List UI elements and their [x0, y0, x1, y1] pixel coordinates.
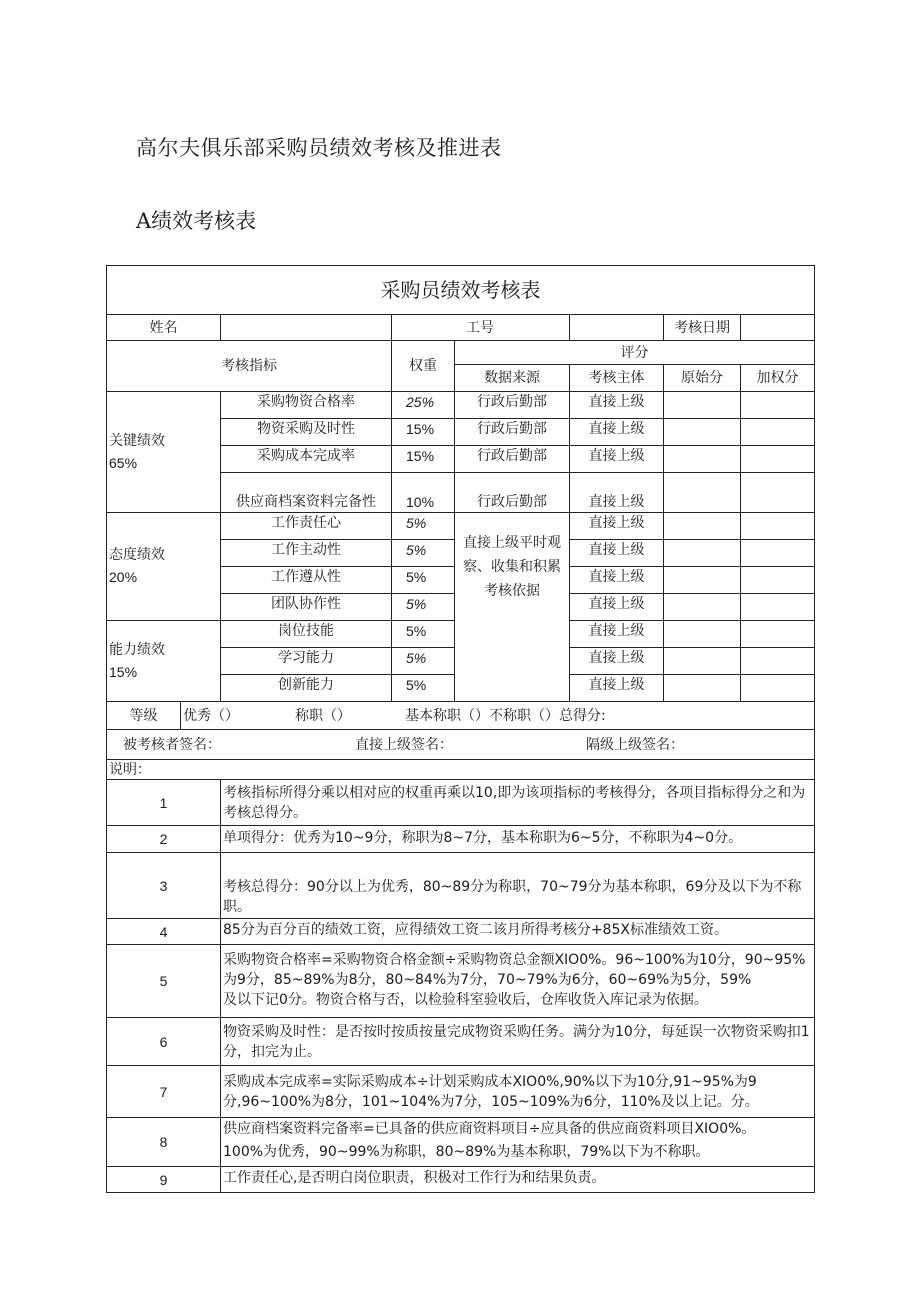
- note-number: 7: [107, 1066, 221, 1118]
- score-header: 评分: [455, 341, 815, 365]
- note-text: [221, 945, 815, 1018]
- note-line: 供应商档案资料完备率=已具备的供应商资料项目÷应具备的供应商资料项目XIO0%。: [223, 1121, 756, 1137]
- document-title: 高尔夫俱乐部采购员绩效考核及推进表: [136, 136, 502, 160]
- weighted-score-cell[interactable]: [741, 621, 815, 648]
- indicator-cell: 工作责任心: [221, 513, 392, 540]
- note-text: [221, 780, 815, 826]
- group-label: 能力绩效 15%: [107, 621, 221, 702]
- indicator-cell: 采购物资合格率: [221, 392, 392, 419]
- data-source-cell: 行政后勤部: [455, 446, 570, 473]
- weight-cell: 5%: [392, 648, 455, 675]
- raw-score-header: 原始分: [664, 365, 741, 392]
- weighted-score-cell[interactable]: [741, 675, 815, 702]
- indicator-cell: 供应商档案资料完备性: [221, 473, 392, 513]
- employee-id-label: 工号: [392, 315, 570, 341]
- section-title: A绩效考核表: [136, 209, 257, 233]
- indicator-cell: 学习能力: [221, 648, 392, 675]
- assessor-cell: 直接上级: [570, 594, 664, 621]
- note-number: 2: [107, 826, 221, 853]
- note-text: [221, 1066, 815, 1118]
- grade-options: [181, 702, 815, 730]
- note-line: 100%为优秀，90~99%为称职，80~89%为基本称职，79%以下为不称职。: [223, 1144, 710, 1160]
- assessor-cell: 直接上级: [570, 419, 664, 446]
- assessor-cell: 直接上级: [570, 446, 664, 473]
- assessee-signature[interactable]: 被考核者签名：: [123, 736, 221, 753]
- note-line: 采购物资合格率=采购物资合格金额÷采购物资总金额XIO0%。96~100%为10分，90~95%为9分，85~89%为8分，80~84%为7分，70~79%为6分，60~69%为5分，59%: [223, 951, 806, 988]
- weight-cell: 5%: [392, 540, 455, 567]
- weighted-score-cell[interactable]: [741, 567, 815, 594]
- grade-basic-and-total: 基本称职（）不称职（）总得分:: [405, 707, 606, 724]
- note-text: [221, 853, 815, 919]
- indicator-cell: 团队协作性: [221, 594, 392, 621]
- observation-source-cell: 直接上级平时观察、收集和积累考核依据: [455, 513, 570, 702]
- grade-label: 等级: [107, 702, 181, 730]
- indicator-cell: 采购成本完成率: [221, 446, 392, 473]
- raw-score-cell[interactable]: [664, 446, 741, 473]
- note-number: 4: [107, 919, 221, 945]
- weighted-score-header: 加权分: [741, 365, 815, 392]
- weight-cell: 5%: [392, 594, 455, 621]
- weighted-score-cell[interactable]: [741, 473, 815, 513]
- raw-score-cell[interactable]: [664, 594, 741, 621]
- raw-score-cell[interactable]: [664, 540, 741, 567]
- assessor-cell: 直接上级: [570, 675, 664, 702]
- group-label: 关键绩效 65%: [107, 392, 221, 513]
- note-line: 85分为百分百的绩效工资，应得绩效工资二该月所得考核分+85X标准绩效工资。: [223, 922, 728, 938]
- note-line: [223, 854, 812, 877]
- assessment-table: [106, 265, 815, 1193]
- indicator-cell: 工作遵从性: [221, 567, 392, 594]
- raw-score-cell[interactable]: [664, 392, 741, 419]
- data-source-cell: 行政后勤部: [455, 392, 570, 419]
- assessor-cell: 直接上级: [570, 648, 664, 675]
- note-number: 3: [107, 853, 221, 919]
- indicator-cell: 岗位技能: [221, 621, 392, 648]
- direct-superior-signature[interactable]: 直接上级签名：: [355, 736, 453, 753]
- weight-cell: 15%: [392, 446, 455, 473]
- weighted-score-cell[interactable]: [741, 540, 815, 567]
- assessor-cell: 直接上级: [570, 392, 664, 419]
- weight-header: 权重: [392, 341, 455, 392]
- name-label: 姓名: [107, 315, 221, 341]
- assessor-cell: 直接上级: [570, 540, 664, 567]
- note-line: 及以下记0分。物资合格与否，以检验科室验收后，仓库收货入库记录为依据。: [223, 991, 708, 1008]
- note-line: 工作责任心,是否明白岗位职责，积极对工作行为和结果负责。: [223, 1170, 606, 1186]
- note-line: 物资采购及时性：是否按时按质按量完成物资采购任务。满分为10分，每延误一次物资采购扣1分，扣完为止。: [223, 1023, 810, 1060]
- date-value-cell[interactable]: [741, 315, 815, 341]
- assessor-cell: 直接上级: [570, 621, 664, 648]
- weighted-score-cell[interactable]: [741, 648, 815, 675]
- assessor-cell: 直接上级: [570, 567, 664, 594]
- note-text: [221, 1167, 815, 1193]
- raw-score-cell[interactable]: [664, 419, 741, 446]
- skip-level-signature[interactable]: 隔级上级签名：: [586, 736, 684, 753]
- note-line: 单项得分：优秀为10~9分，称职为8~7分，基本称职为6~5分，不称职为4~0分。: [223, 829, 743, 846]
- weight-cell: 5%: [392, 675, 455, 702]
- note-number: 9: [107, 1167, 221, 1193]
- note-line: 采购成本完成率=实际采购成本÷计划采购成本XIO0%,90%以下为10分,91~95%为9分,96~100%为8分，101~104%为7分，105~109%为6分，110%及以上记。分。: [223, 1073, 759, 1110]
- weight-cell: 5%: [392, 621, 455, 648]
- weighted-score-cell[interactable]: [741, 594, 815, 621]
- weighted-score-cell[interactable]: [741, 419, 815, 446]
- signature-row: [107, 730, 815, 760]
- data-source-header: 数据来源: [455, 365, 570, 392]
- table-title: 采购员绩效考核表: [107, 266, 815, 315]
- indicator-cell: 工作主动性: [221, 540, 392, 567]
- note-text: [221, 826, 815, 853]
- note-line: 考核总得分：90分以上为优秀，80~89分为称职，70~79分为基本称职，69分及以下为不称职。: [223, 879, 802, 915]
- note-text: [221, 1118, 815, 1167]
- notes-label: 说明：: [107, 760, 815, 780]
- assessor-cell: 直接上级: [570, 473, 664, 513]
- raw-score-cell[interactable]: [664, 473, 741, 513]
- assessment-date-label: 考核日期: [664, 315, 741, 341]
- raw-score-cell[interactable]: [664, 513, 741, 540]
- note-text: [221, 1018, 815, 1066]
- grade-competent[interactable]: 称职（）: [295, 707, 351, 724]
- data-source-cell: 行政后勤部: [455, 473, 570, 513]
- weighted-score-cell[interactable]: [741, 446, 815, 473]
- note-number: 1: [107, 780, 221, 826]
- employee-id-value-cell[interactable]: [570, 315, 664, 341]
- weight-cell: 5%: [392, 513, 455, 540]
- weighted-score-cell[interactable]: [741, 513, 815, 540]
- weight-cell: 10%: [392, 473, 455, 513]
- note-number: 6: [107, 1018, 221, 1066]
- note-line: 考核指标所得分乘以相对应的权重再乘以10,即为该项指标的考核得分，各项目指标得分之和为考核总得分。: [223, 784, 806, 821]
- assessor-cell: 直接上级: [570, 513, 664, 540]
- weighted-score-cell[interactable]: [741, 392, 815, 419]
- note-number: 5: [107, 945, 221, 1018]
- assessor-header: 考核主体: [570, 365, 664, 392]
- raw-score-cell[interactable]: [664, 567, 741, 594]
- raw-score-cell[interactable]: [664, 621, 741, 648]
- weight-cell: 25%: [392, 392, 455, 419]
- weight-cell: 5%: [392, 567, 455, 594]
- group-label: 态度绩效 20%: [107, 513, 221, 621]
- name-value-cell[interactable]: [221, 315, 392, 341]
- indicator-cell: 创新能力: [221, 675, 392, 702]
- raw-score-cell[interactable]: [664, 675, 741, 702]
- raw-score-cell[interactable]: [664, 648, 741, 675]
- grade-excellent[interactable]: 优秀（）: [183, 707, 239, 724]
- note-text: [221, 919, 815, 945]
- indicator-header: 考核指标: [107, 341, 392, 392]
- weight-cell: 15%: [392, 419, 455, 446]
- indicator-cell: 物资采购及时性: [221, 419, 392, 446]
- data-source-cell: 行政后勤部: [455, 419, 570, 446]
- note-number: 8: [107, 1118, 221, 1167]
